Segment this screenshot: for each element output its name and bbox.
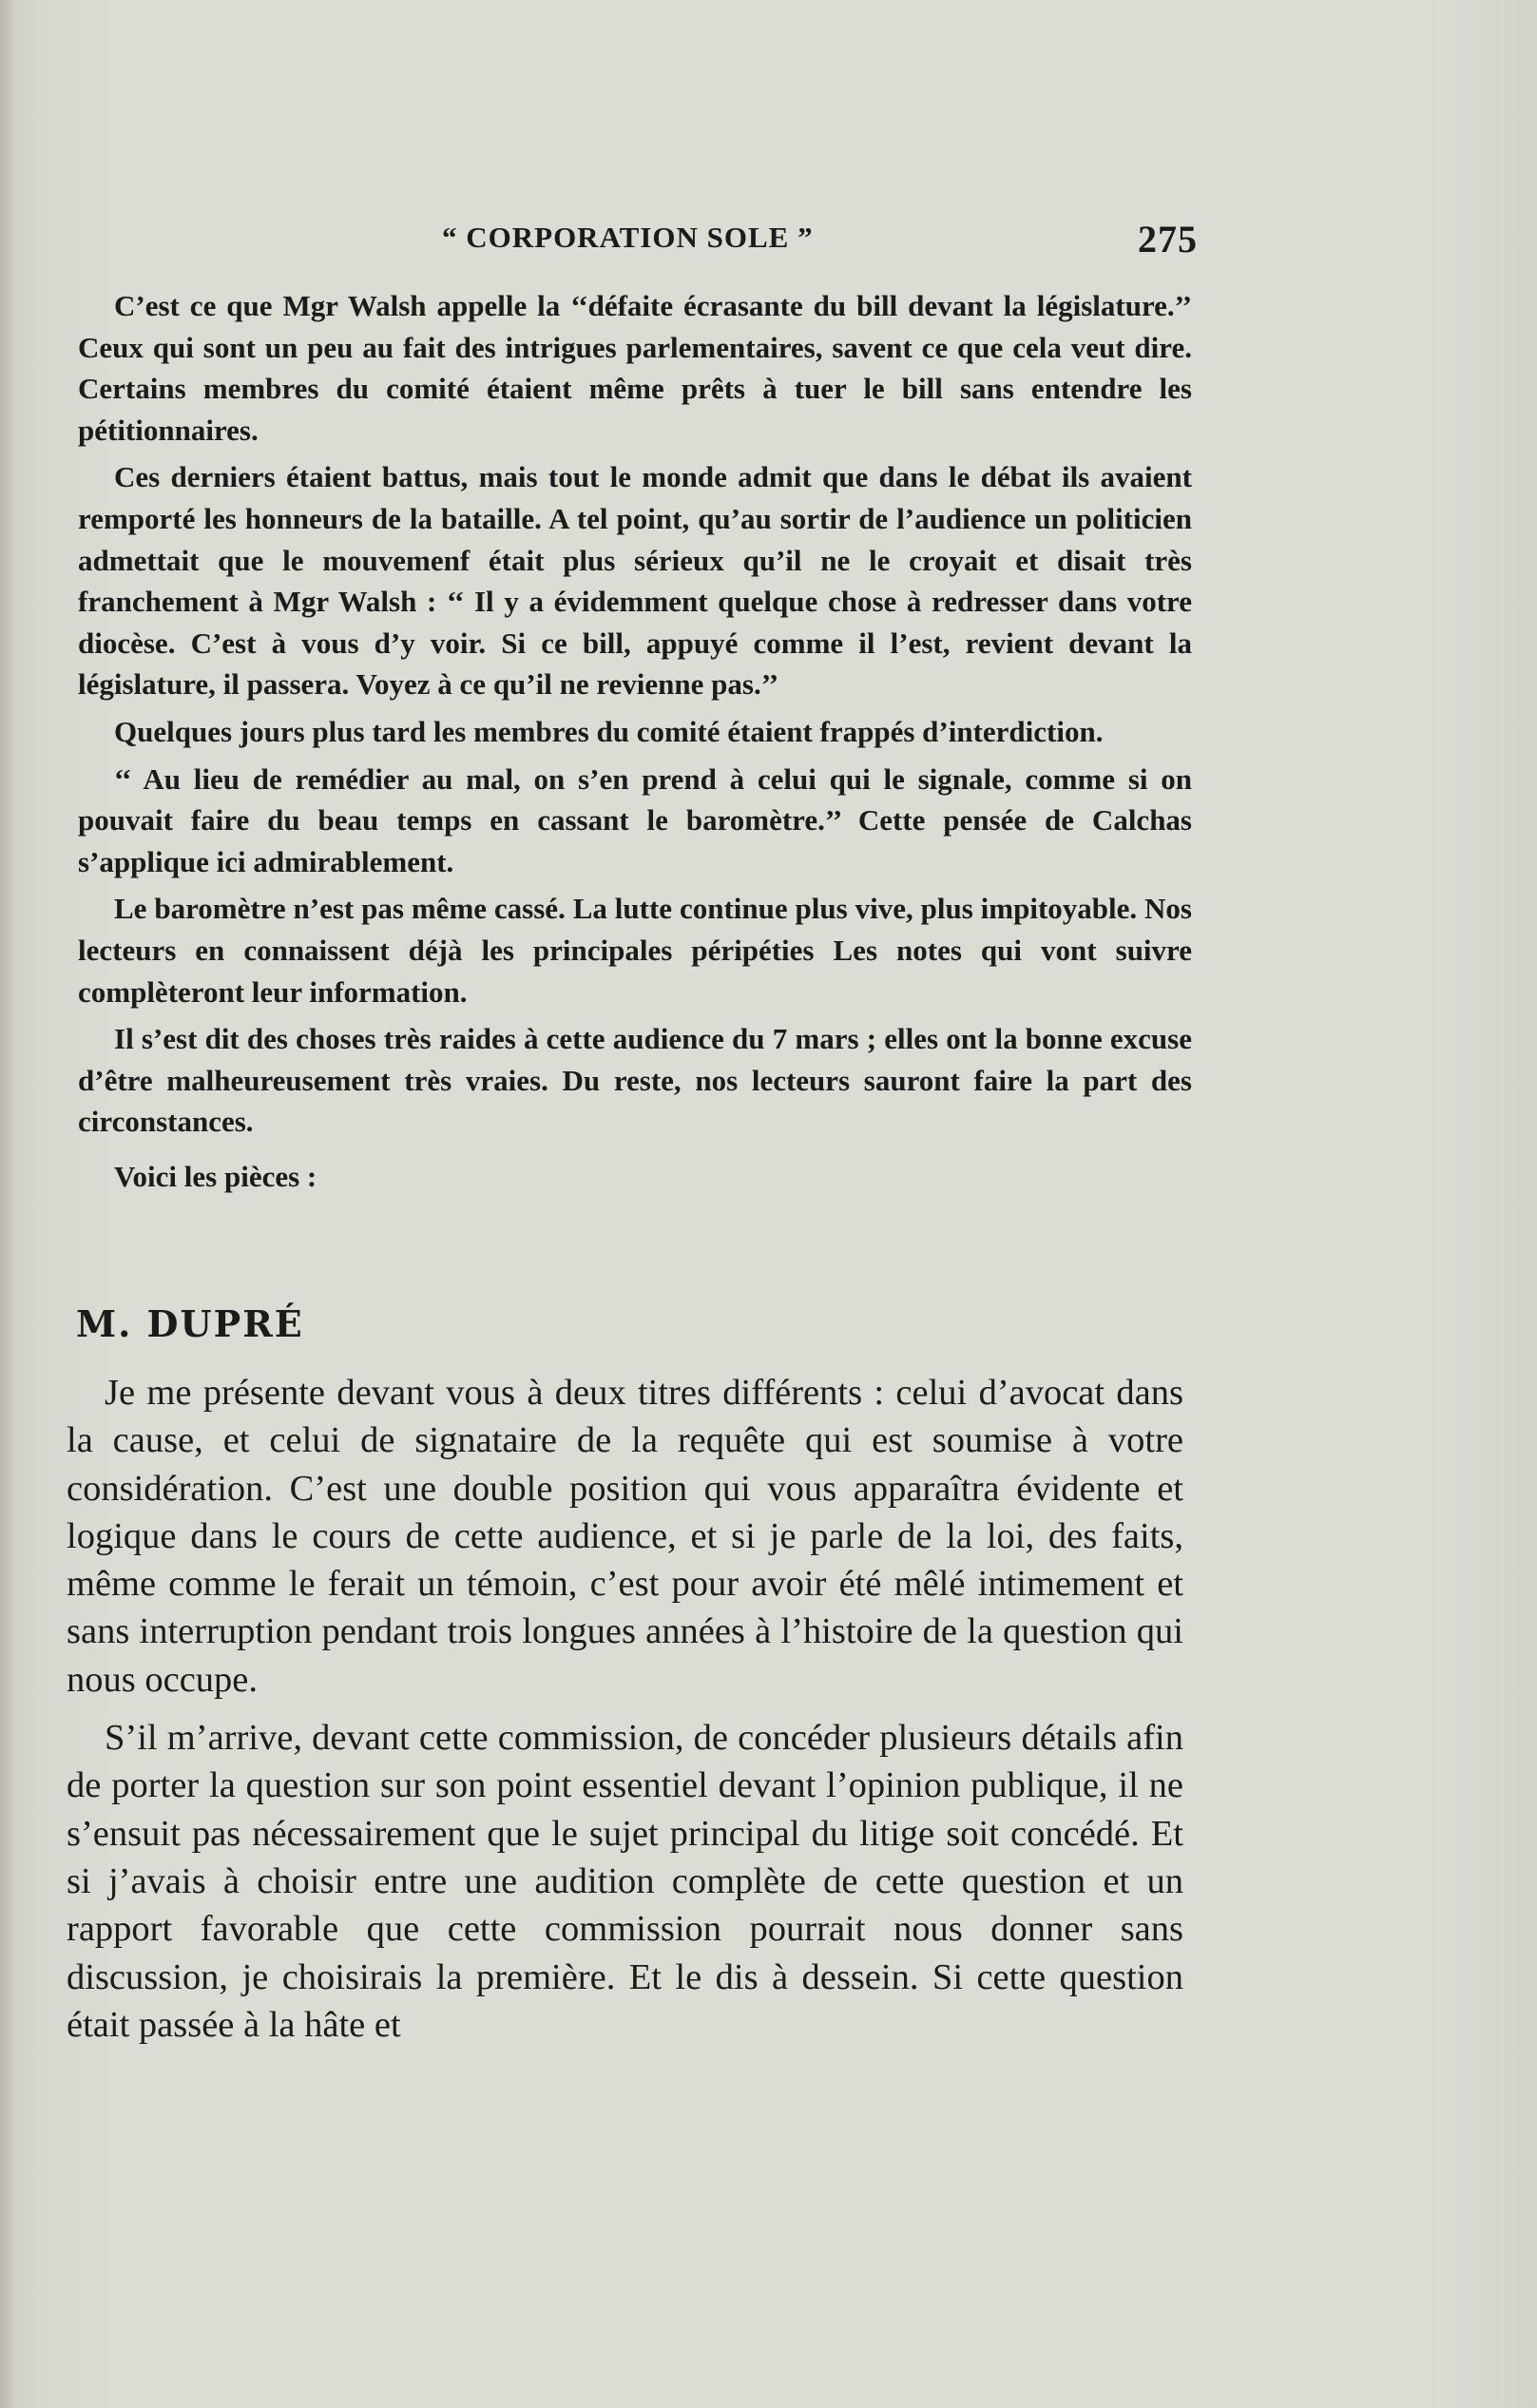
paragraph: Le baromètre n’est pas même cassé. La lutte continue plus vive, plus impitoyable. Nos lecteurs en connaissent déjà les principales péripéties Les notes qui vont suivre complèteront leur information. <box>78 892 1192 1009</box>
paragraph: Quelques jours plus tard les membres du comité étaient frappés d’interdiction. <box>114 714 1104 748</box>
paragraph: Il s’est dit des choses très raides à cette audience du 7 mars ; elles ont la bonne excuse d’être malheureusement très vraies. Du reste, nos lecteurs sauront faire la part des circonstances. <box>78 1022 1192 1139</box>
speech-text-block <box>67 1369 1183 2059</box>
page-binding-edge <box>0 0 17 2408</box>
lead-in-line: Voici les pièces : <box>114 1159 317 1193</box>
section-heading: M. DUPRÉ <box>76 1302 304 1345</box>
page-number: 275 <box>1138 218 1198 260</box>
paragraph: C’est ce que Mgr Walsh appelle la ‘‘défaite écrasante du bill devant la législature.’’ Ceux qui sont un peu au fait des intrigues parlementaires, savent ce que cela veut dire. Certains membres du comité étaient même prêts à tuer le bill sans entendre les pétitionnaires. <box>78 289 1192 447</box>
paragraph: Ces derniers étaient battus, mais tout le monde admit que dans le débat ils avaient remporté les honneurs de la bataille. A tel point, qu’au sortir de l’audience un politicien admettait que le mouvemenf était plus sérieux qu’il ne le croyait et disait très franchement à Mgr Walsh : ‘‘ Il y a évidemment quelque chose à redresser dans votre diocèse. C’est à vous d’y voir. Si ce bill, appuyé comme il l’est, revient devant la législature, il passera. Voyez à ce qu’il ne revienne pas.’’ <box>78 460 1192 702</box>
paragraph: Je me présente devant vous à deux titres différents : celui d’avocat dans la cause, et celui de signataire de la requête qui est soumise à votre considération. C’est une double position qui vous apparaîtra évidente et logique dans le cours de cette audience, et si je parle de la loi, des faits, même comme le ferait un témoin, c’est pour avoir été mêlé intimement et sans interruption pendant trois longues années à l’histoire de la question qui nous occupe. <box>67 1373 1183 1700</box>
intro-text-block <box>78 285 1192 1203</box>
running-title: “ CORPORATION SOLE ” <box>442 221 814 254</box>
paragraph: ‘‘ Au lieu de remédier au mal, on s’en prend à celui qui le signale, comme si on pouvait faire du beau temps en cassant le baromètre.’’ Cette pensée de Calchas s’applique ici admirablement. <box>78 761 1192 878</box>
running-header <box>76 218 1198 268</box>
paragraph: S’il m’arrive, devant cette commission, de concéder plusieurs détails afin de porter la question sur son point essentiel devant l’opinion publique, il ne s’ensuit pas nécessairement que le sujet principal du litige soit concédé. Et si j’avais à choisir entre une audition complète de cette question et un rapport favorable que cette commission pourrait nous donner sans discussion, je choisirais la première. Et le dis à dessein. Si cette question était passée à la hâte et <box>67 1718 1183 2045</box>
